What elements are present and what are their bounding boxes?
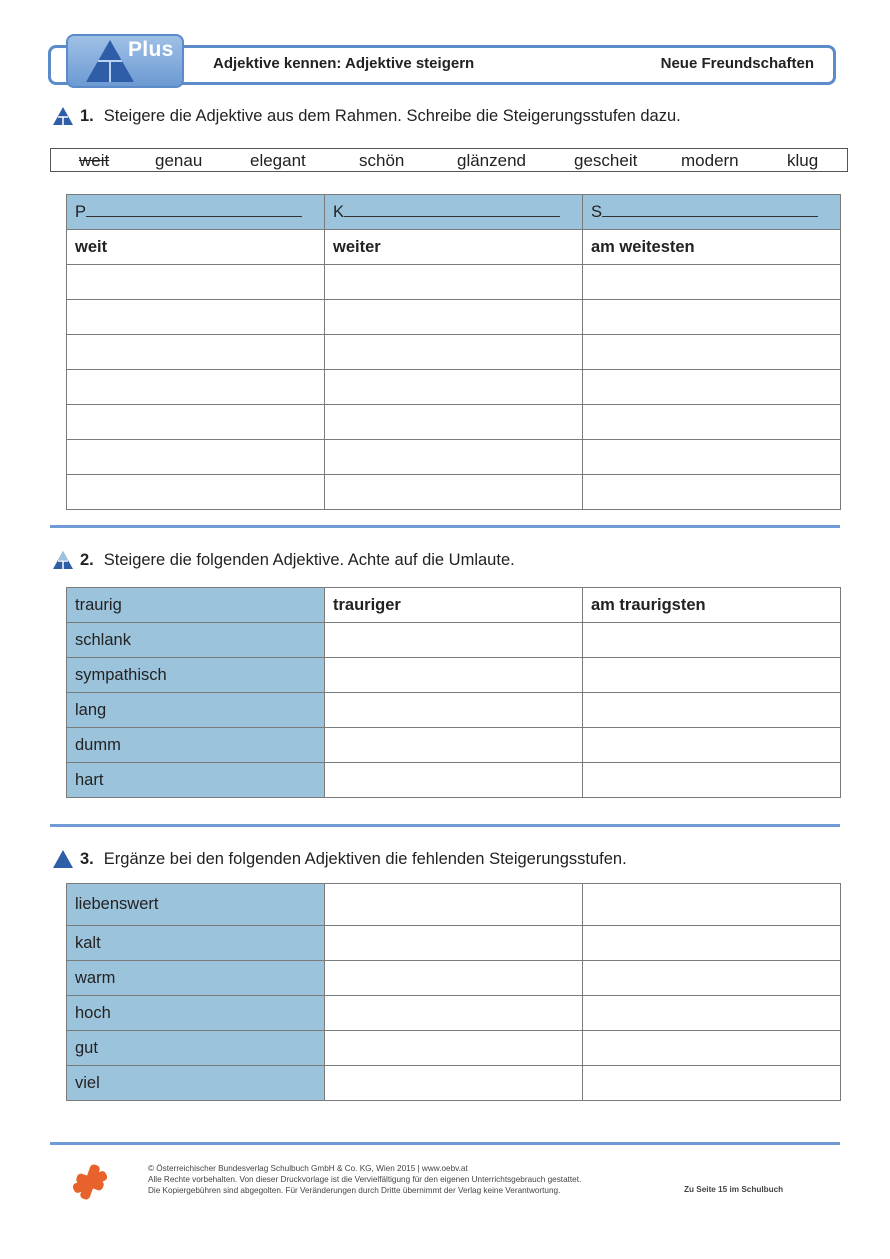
task-number: 2. xyxy=(80,550,94,569)
task-2-table xyxy=(66,587,841,798)
series-title: Neue Freundschaften xyxy=(660,55,814,72)
table-row xyxy=(67,884,841,926)
answer-cell[interactable] xyxy=(583,405,841,440)
answer-cell[interactable] xyxy=(67,405,325,440)
table-row xyxy=(67,693,841,728)
answer-cell[interactable] xyxy=(67,300,325,335)
answer-cell[interactable] xyxy=(583,370,841,405)
answer-cell[interactable] xyxy=(67,335,325,370)
word-item: glänzend xyxy=(457,151,527,170)
task-3-heading xyxy=(52,849,627,869)
task-3-table xyxy=(66,883,841,1101)
pyramid-icon xyxy=(52,106,74,126)
answer-cell[interactable] xyxy=(325,658,583,693)
answer-cell[interactable] xyxy=(325,1031,583,1066)
table-row xyxy=(67,996,841,1031)
table-row xyxy=(67,230,841,265)
table-row xyxy=(67,265,841,300)
header-cell: P xyxy=(67,195,325,230)
answer-cell[interactable] xyxy=(325,440,583,475)
answer-cell[interactable] xyxy=(325,926,583,961)
header-cell: K xyxy=(325,195,583,230)
pyramid-icon xyxy=(52,550,74,570)
word-item: schön xyxy=(359,151,405,170)
example-cell: weiter xyxy=(325,230,583,265)
word-item: weit xyxy=(79,151,110,170)
task-instruction: Steigere die Adjektive aus dem Rahmen. Schreibe die Steigerungsstufen dazu. xyxy=(103,106,681,125)
answer-cell[interactable] xyxy=(325,475,583,510)
table-row xyxy=(67,440,841,475)
answer-cell[interactable] xyxy=(325,996,583,1031)
word-item: modern xyxy=(681,151,739,170)
table-row xyxy=(67,926,841,961)
adjective-cell: hoch xyxy=(67,996,325,1031)
task-1-heading xyxy=(52,106,681,126)
section-divider xyxy=(50,824,840,827)
table-row xyxy=(67,300,841,335)
answer-cell[interactable] xyxy=(583,1031,841,1066)
pyramid-icon xyxy=(52,849,74,869)
answer-cell[interactable] xyxy=(67,440,325,475)
answer-cell[interactable] xyxy=(583,884,841,926)
answer-cell[interactable] xyxy=(325,728,583,763)
answer-cell[interactable] xyxy=(325,1066,583,1101)
adjective-cell: lang xyxy=(67,693,325,728)
adjective-cell: schlank xyxy=(67,623,325,658)
table-row xyxy=(67,658,841,693)
answer-cell[interactable] xyxy=(583,440,841,475)
adjective-cell: hart xyxy=(67,763,325,798)
table-row xyxy=(67,1031,841,1066)
page-reference: Zu Seite 15 im Schulbuch xyxy=(684,1185,784,1194)
answer-cell[interactable] xyxy=(583,475,841,510)
word-box xyxy=(50,148,848,172)
adjective-cell: gut xyxy=(67,1031,325,1066)
answer-cell[interactable] xyxy=(583,335,841,370)
answer-cell[interactable] xyxy=(325,405,583,440)
answer-cell[interactable] xyxy=(325,623,583,658)
table-row xyxy=(67,405,841,440)
answer-cell[interactable] xyxy=(325,335,583,370)
task-1-table xyxy=(66,194,841,510)
section-divider xyxy=(50,1142,840,1145)
answer-cell[interactable] xyxy=(583,693,841,728)
answer-cell[interactable] xyxy=(583,623,841,658)
answer-cell[interactable] xyxy=(583,996,841,1031)
word-item: gescheit xyxy=(574,151,638,170)
answer-cell[interactable] xyxy=(325,693,583,728)
example-cell: weit xyxy=(67,230,325,265)
word-item: klug xyxy=(787,151,819,170)
example-cell: am weitesten xyxy=(583,230,841,265)
answer-cell[interactable] xyxy=(325,265,583,300)
answer-cell[interactable] xyxy=(325,300,583,335)
task-number: 3. xyxy=(80,849,94,868)
answer-cell[interactable] xyxy=(583,658,841,693)
task-2-heading xyxy=(52,550,515,570)
table-row xyxy=(67,728,841,763)
copyright-text: © Österreichischer Bundesverlag Schulbuch GmbH & Co. KG, Wien 2015 | www.oebv.at Alle Rechte vorbehalten. Von dieser Druckvorlage ist die Vervielfältigung für den eigenen Unterrichtsgebrauch gestattet. Die Kopiergebühren sind abgegolten. Für Veränderungen durch Dritte übernimmt der Verlag keine Verantwortung. xyxy=(148,1164,582,1195)
answer-cell[interactable] xyxy=(325,763,583,798)
answer-cell[interactable] xyxy=(583,728,841,763)
table-row xyxy=(67,623,841,658)
task-instruction: Steigere die folgenden Adjektive. Achte auf die Umlaute. xyxy=(103,550,515,569)
section-divider xyxy=(50,525,840,528)
adjective-cell: traurig xyxy=(67,588,325,623)
word-item: elegant xyxy=(250,151,306,170)
answer-cell[interactable] xyxy=(583,961,841,996)
table-row xyxy=(67,763,841,798)
answer-cell[interactable] xyxy=(583,763,841,798)
answer-cell[interactable] xyxy=(67,475,325,510)
answer-cell[interactable] xyxy=(67,370,325,405)
adjective-cell: kalt xyxy=(67,926,325,961)
answer-cell[interactable] xyxy=(67,265,325,300)
answer-cell[interactable] xyxy=(583,265,841,300)
adjective-cell: warm xyxy=(67,961,325,996)
example-cell: trauriger xyxy=(325,588,583,623)
table-row xyxy=(67,1066,841,1101)
table-row xyxy=(67,370,841,405)
word-item: genau xyxy=(155,151,203,170)
table-row xyxy=(67,961,841,996)
answer-cell[interactable] xyxy=(325,961,583,996)
answer-cell[interactable] xyxy=(325,370,583,405)
publisher-logo-icon xyxy=(70,1162,110,1202)
adjective-cell: viel xyxy=(67,1066,325,1101)
answer-cell[interactable] xyxy=(583,926,841,961)
table-header-row xyxy=(67,195,841,230)
adjective-cell: sympathisch xyxy=(67,658,325,693)
adjective-cell: dumm xyxy=(67,728,325,763)
answer-cell[interactable] xyxy=(583,1066,841,1101)
table-row xyxy=(67,588,841,623)
task-number: 1. xyxy=(80,106,94,125)
logo-text: Plus xyxy=(128,38,174,61)
page-title: Adjektive kennen: Adjektive steigern xyxy=(213,55,475,72)
answer-cell[interactable] xyxy=(325,884,583,926)
adjective-cell: liebenswert xyxy=(67,884,325,926)
task-instruction: Ergänze bei den folgenden Adjektiven die fehlenden Steigerungsstufen. xyxy=(103,849,627,868)
example-cell: am traurigsten xyxy=(583,588,841,623)
header-cell: S xyxy=(583,195,841,230)
answer-cell[interactable] xyxy=(583,300,841,335)
table-row xyxy=(67,475,841,510)
table-row xyxy=(67,335,841,370)
